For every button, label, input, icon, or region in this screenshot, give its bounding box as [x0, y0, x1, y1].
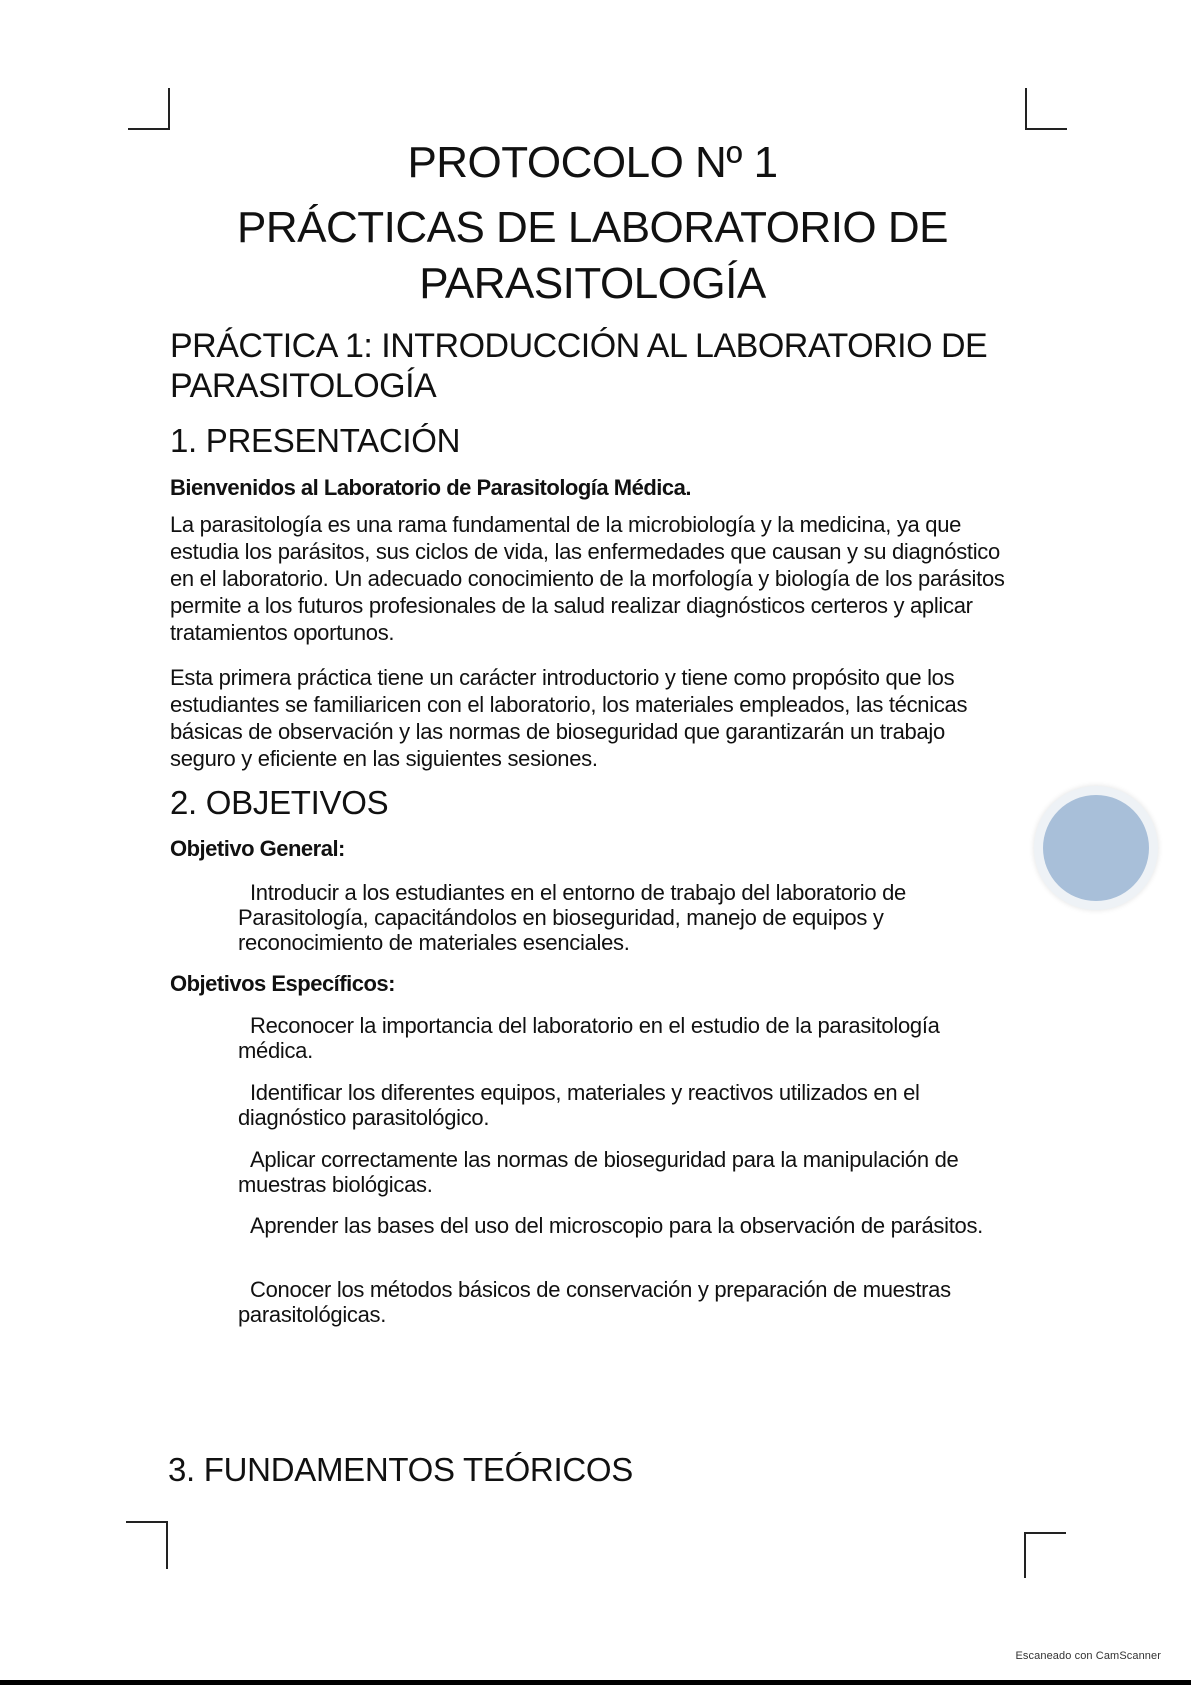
- specific-objective-text: Aplicar correctamente las normas de bioseguridad para la manipulación de muestras biológicas.: [238, 1147, 959, 1197]
- crop-mark-top-left: [128, 88, 170, 130]
- specific-objectives-label: Objetivos Específicos:: [170, 971, 395, 996]
- welcome-line: Bienvenidos al Laboratorio de Parasitología Médica.: [170, 475, 691, 500]
- crop-mark-bottom-right: [1024, 1532, 1066, 1578]
- crop-mark-bottom-left: [126, 1521, 168, 1569]
- section-heading-objetivos: 2. OBJETIVOS: [170, 784, 389, 821]
- general-objective-text: [238, 880, 1018, 955]
- specific-objective-item: [238, 1147, 1018, 1197]
- specific-objective-item: [238, 1080, 1018, 1130]
- specific-objective-text: Conocer los métodos básicos de conservación y preparación de muestras parasitológicas.: [238, 1277, 951, 1327]
- section-heading-presentacion: 1. PRESENTACIÓN: [170, 422, 461, 459]
- document-title: PROTOCOLO Nº 1: [407, 138, 778, 187]
- specific-objective-text: Aprender las bases del uso del microscopio para la observación de parásitos.: [250, 1213, 983, 1238]
- specific-objective-text: Identificar los diferentes equipos, materiales y reactivos utilizados en el diagnóstico parasitológico.: [238, 1080, 920, 1130]
- specific-objective-item: [238, 1213, 1018, 1238]
- bottom-edge-bar: [0, 1680, 1191, 1685]
- specific-objective-item: [238, 1277, 1018, 1327]
- intro-paragraph-1: La parasitología es una rama fundamental de la microbiología y la medicina, ya que estudia los parásitos, sus ciclos de vida, las enfermedades que causan y su diagnóstico en el laboratorio. Un adecuado conocimiento de la morfología y biología de los parásitos permite a los futuros profesionales de la salud realizar diagnósticos certeros y aplicar tratamientos oportunos.: [170, 512, 1005, 645]
- crop-mark-top-right: [1025, 88, 1067, 130]
- floating-button-core: [1043, 795, 1149, 901]
- general-objective-label: Objetivo General:: [170, 836, 345, 861]
- practice-heading: PRÁCTICA 1: INTRODUCCIÓN AL LABORATORIO DE PARASITOLOGÍA: [170, 327, 988, 405]
- document-subtitle: PRÁCTICAS DE LABORATORIO DE PARASITOLOGÍA: [236, 203, 949, 308]
- specific-objective-item: [238, 1013, 1018, 1063]
- specific-objective-text: Reconocer la importancia del laboratorio en el estudio de la parasitología médica.: [238, 1013, 940, 1063]
- floating-assistive-button[interactable]: [1034, 786, 1158, 910]
- general-objective-content: Introducir a los estudiantes en el entorno de trabajo del laboratorio de Parasitología, capacitándolos en bioseguridad, manejo de equipos y reconocimiento de materiales esenciales.: [238, 880, 906, 955]
- intro-paragraph-2: Esta primera práctica tiene un carácter introductorio y tiene como propósito que los estudiantes se familiaricen con el laboratorio, los materiales empleados, las técnicas básicas de observación y las normas de bioseguridad que garantizarán un trabajo seguro y eficiente en las siguientes sesiones.: [170, 665, 968, 771]
- scanner-watermark: Escaneado con CamScanner: [1015, 1650, 1161, 1662]
- section-heading-fundamentos: 3. FUNDAMENTOS TEÓRICOS: [168, 1451, 633, 1488]
